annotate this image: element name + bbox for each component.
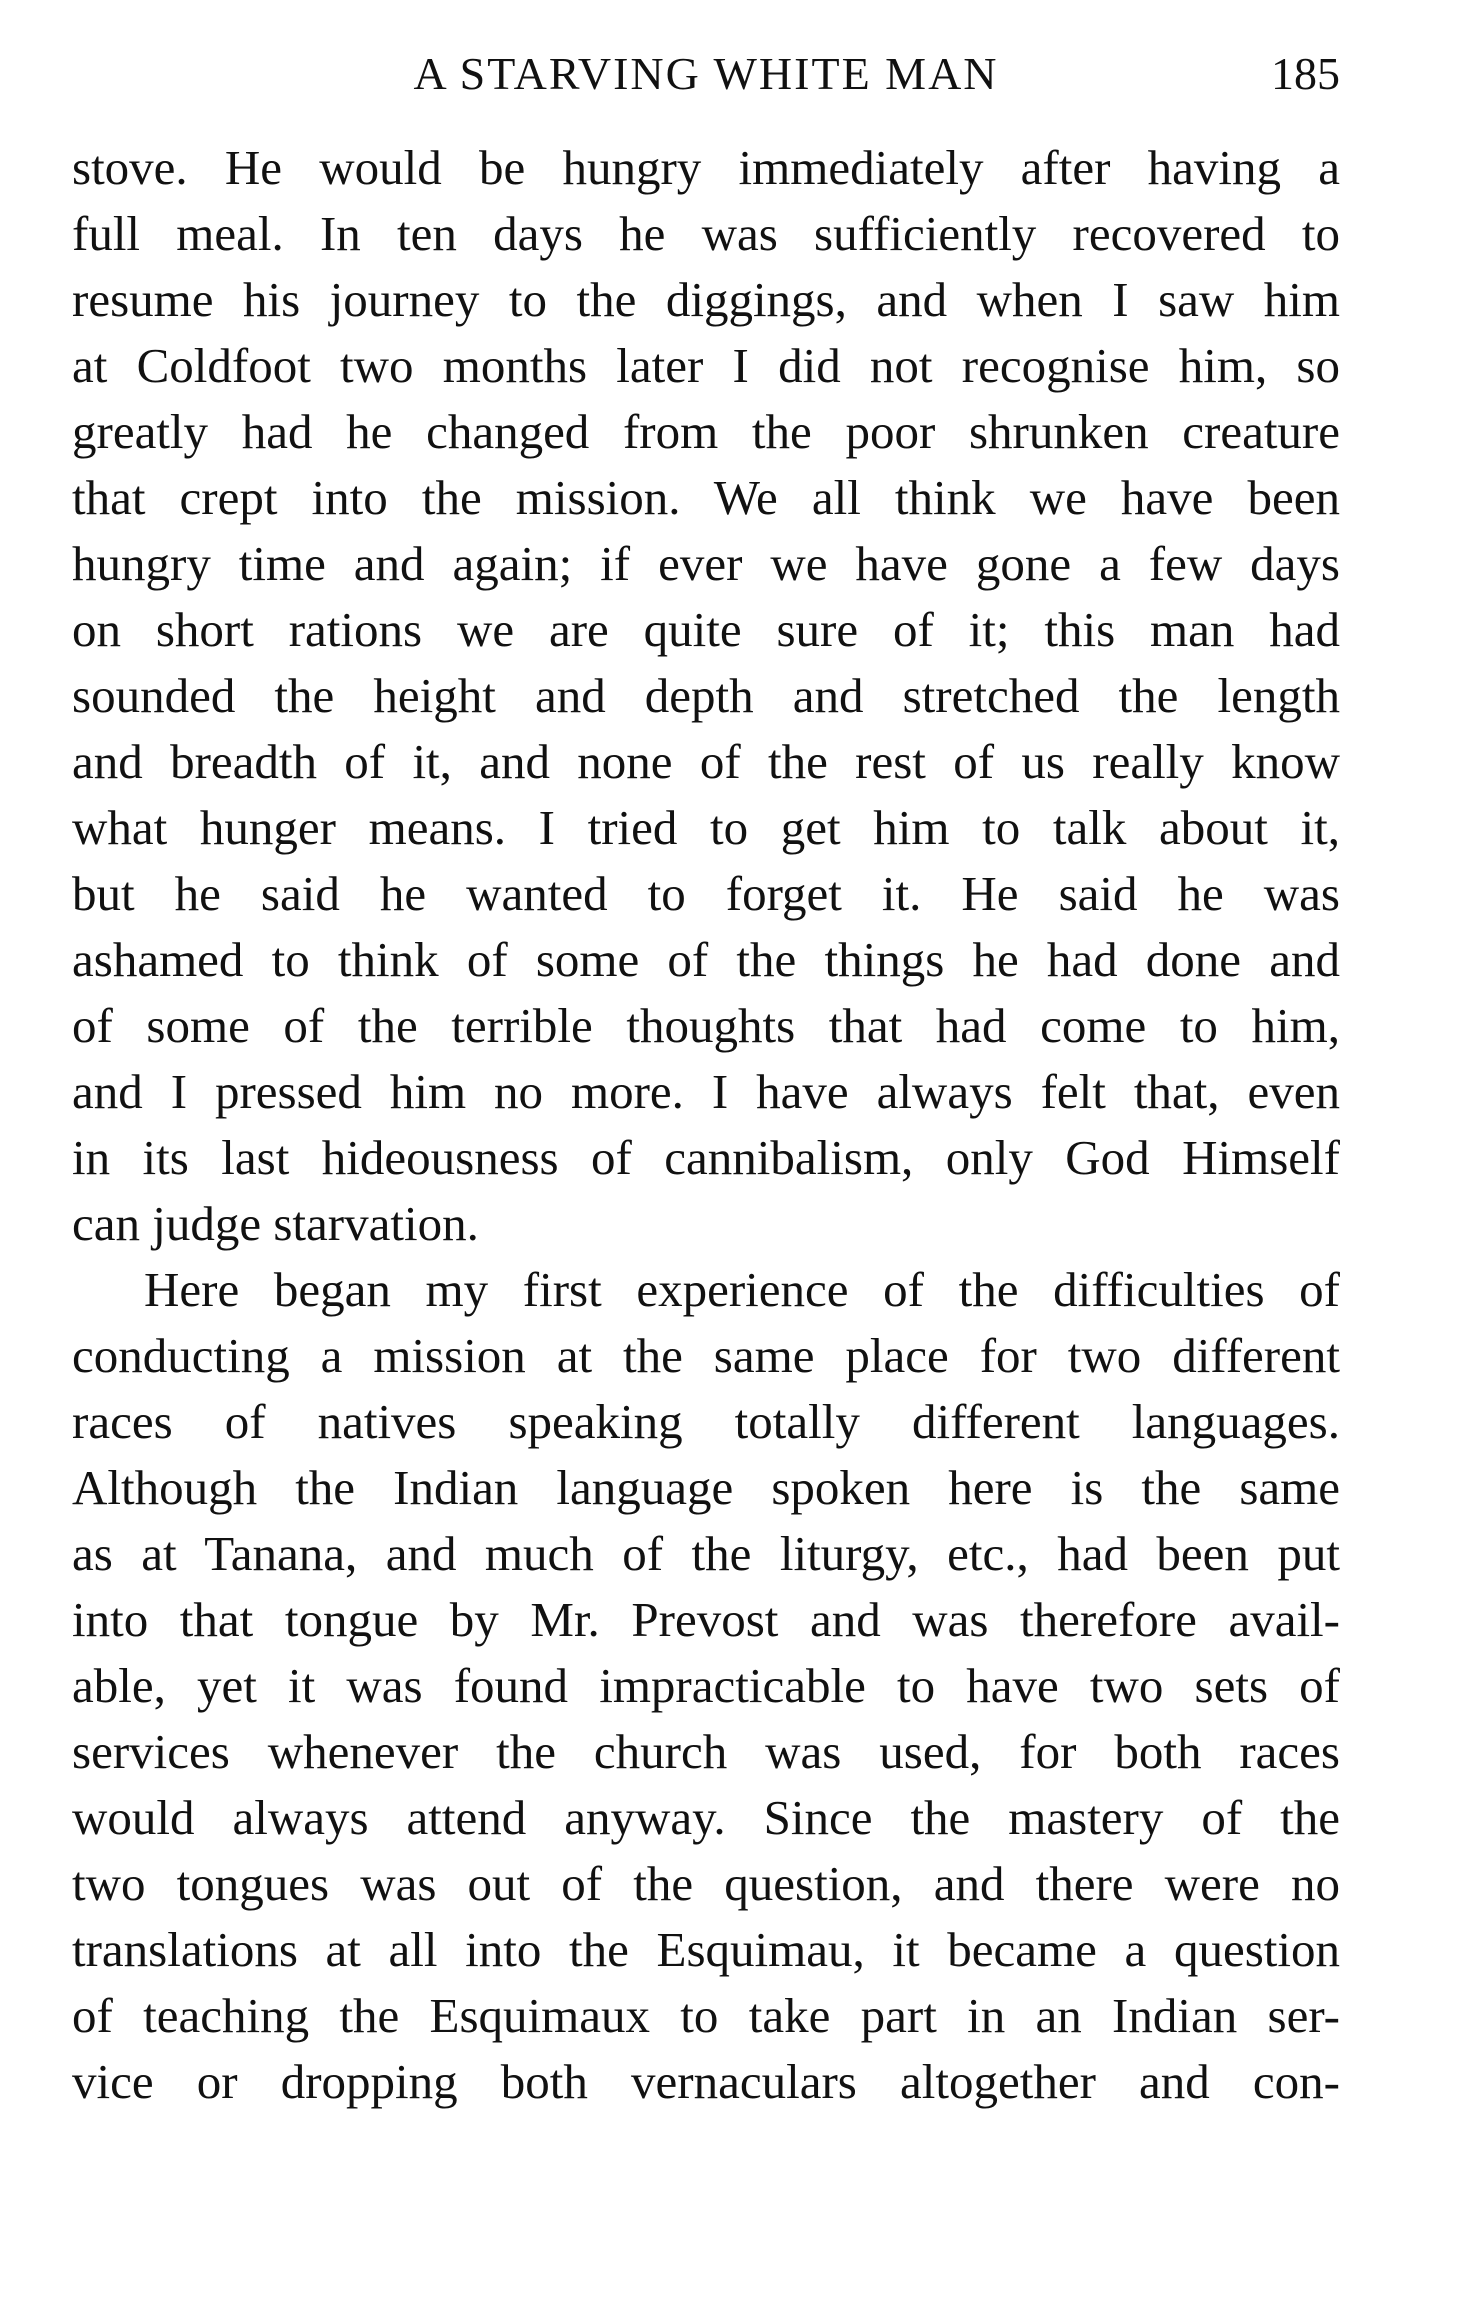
text-line: can judge starvation. — [72, 1196, 479, 1251]
text-line: sounded the height and depth and stretched the length — [72, 668, 1340, 723]
text-line: but he said he wanted to forget it. He said he was — [72, 866, 1340, 921]
text-line: able, yet it was found impracticable to have two sets of — [72, 1658, 1340, 1713]
text-line: what hunger means. I tried to get him to talk about it, — [72, 800, 1340, 855]
text-line: full meal. In ten days he was sufficiently recovered to — [72, 206, 1340, 261]
text-line: of teaching the Esquimaux to take part in an Indian ser- — [72, 1988, 1340, 2043]
text-line: Although the Indian language spoken here is the same — [72, 1460, 1340, 1515]
text-line: ashamed to think of some of the things he had done and — [72, 932, 1340, 987]
paragraph-2 — [72, 1257, 1340, 2115]
text-line: would always attend anyway. Since the mastery of the — [72, 1790, 1340, 1845]
text-line: greatly had he changed from the poor shrunken creature — [72, 404, 1340, 459]
text-line: conducting a mission at the same place for two different — [72, 1328, 1340, 1383]
paragraph-1 — [72, 135, 1340, 1257]
text-line: services whenever the church was used, for both races — [72, 1724, 1340, 1779]
text-line: hungry time and again; if ever we have gone a few days — [72, 536, 1340, 591]
text-line: vice or dropping both vernaculars altogether and con- — [72, 2054, 1340, 2109]
running-title: A STARVING WHITE MAN — [413, 48, 999, 99]
text-line: stove. He would be hungry immediately after having a — [72, 140, 1340, 195]
text-line: that crept into the mission. We all think we have been — [72, 470, 1340, 525]
text-line: two tongues was out of the question, and there were no — [72, 1856, 1340, 1911]
text-line: races of natives speaking totally different languages. — [72, 1394, 1340, 1449]
text-line: into that tongue by Mr. Prevost and was therefore avail- — [72, 1592, 1340, 1647]
text-line: translations at all into the Esquimau, it became a question — [72, 1922, 1340, 1977]
text-line: Here began my first experience of the difficulties of — [144, 1262, 1340, 1317]
text-line: and breadth of it, and none of the rest of us really know — [72, 734, 1340, 789]
text-line: in its last hideousness of cannibalism, only God Himself — [72, 1130, 1340, 1185]
text-line: on short rations we are quite sure of it; this man had — [72, 602, 1340, 657]
body-text — [72, 135, 1340, 2115]
text-line: at Coldfoot two months later I did not recognise him, so — [72, 338, 1340, 393]
text-line: and I pressed him no more. I have always felt that, even — [72, 1064, 1340, 1119]
text-line: as at Tanana, and much of the liturgy, etc., had been put — [72, 1526, 1340, 1581]
text-line: of some of the terrible thoughts that had come to him, — [72, 998, 1340, 1053]
page-number: 185 — [1271, 48, 1340, 99]
running-head — [72, 42, 1340, 106]
text-line: resume his journey to the diggings, and when I saw him — [72, 272, 1340, 327]
